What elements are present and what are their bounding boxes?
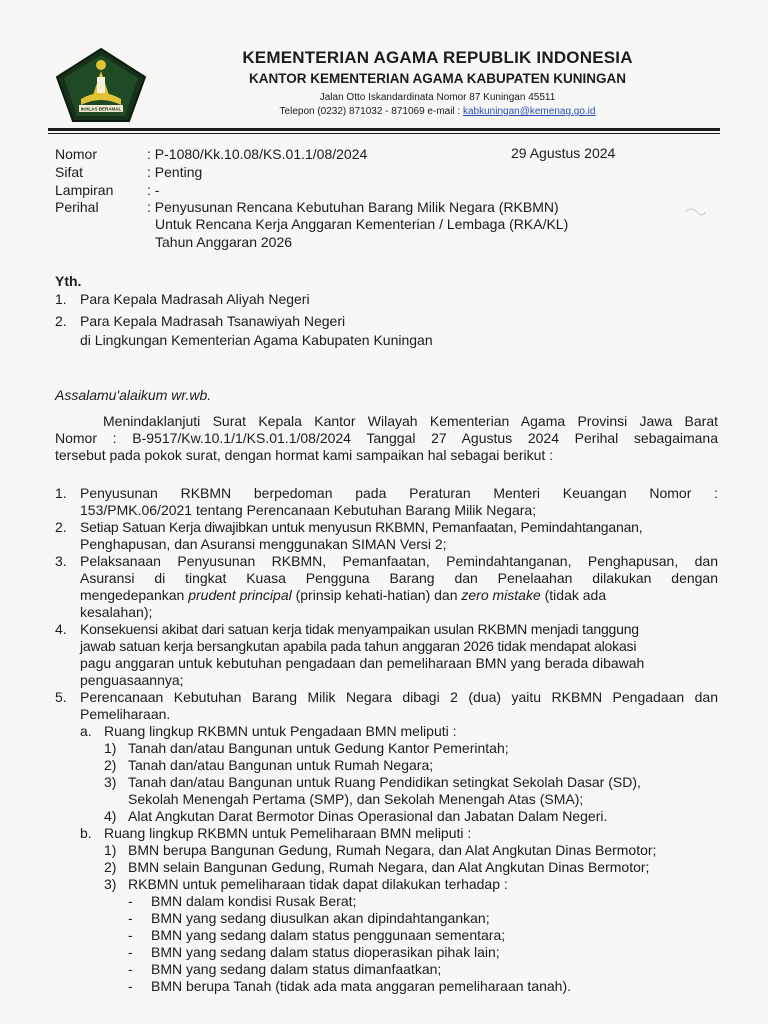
phone-text: Telepon (0232) 871032 - 871069 e-mail :: [279, 106, 463, 117]
subpoint-letter: a.: [80, 723, 92, 739]
meta-perihal-line3: Tahun Anggaran 2026: [155, 234, 293, 250]
point-line: kesalahan);: [80, 604, 153, 620]
exclusion-item: BMN yang sedang dalam status dioperasikan pihak lain;: [151, 944, 500, 960]
dash-bullet: -: [128, 961, 133, 977]
dash-bullet: -: [128, 910, 133, 926]
intro-line: Menindaklanjuti Surat Kepala Kantor Wilayah Kementerian Agama Provinsi Jawa Barat: [103, 413, 718, 429]
meta-sifat-label: Sifat: [55, 164, 84, 180]
recipient-item: Para Kepala Madrasah Tsanawiyah Negeri: [80, 313, 346, 329]
point-line: jawab satuan kerja bersangkutan apabila pada tahun anggaran 2026 tidak mendapat alokasi: [80, 638, 637, 654]
header-rule-thin: [48, 133, 720, 134]
dash-bullet: -: [128, 944, 133, 960]
point-line: Pemeliharaan.: [80, 706, 171, 722]
intro-line: tersebut pada pokok surat, dengan hormat kami sampaikan hal sebagai berikut :: [55, 447, 554, 463]
scope-num: 4): [104, 808, 117, 824]
logo-star: [96, 60, 106, 70]
scope-item: Tanah dan/atau Bangunan untuk Gedung Kantor Pemerintah;: [128, 740, 509, 756]
text-run-italic: zero mistake: [461, 587, 541, 603]
point-line: Pelaksanaan Penyusunan RKBMN, Pemanfaatan, Pemindahtanganan, Penghapusan, dan: [80, 553, 718, 569]
subpoint-title: Ruang lingkup RKBMN untuk Pemeliharaan BMN meliputi :: [104, 825, 472, 841]
meta-perihal-line1: : Penyusunan Rencana Kebutuhan Barang Milik Negara (RKBMN): [147, 199, 559, 215]
scope-item: Alat Angkutan Darat Bermotor Dinas Operasional dan Jabatan Dalam Negeri.: [128, 808, 608, 824]
ministry-title: KEMENTERIAN AGAMA REPUBLIK INDONESIA: [242, 48, 633, 67]
recipient-item: Para Kepala Madrasah Aliyah Negeri: [80, 291, 310, 307]
scope-item: RKBMN untuk pemeliharaan tidak dapat dilakukan terhadap :: [128, 876, 508, 892]
text-run: (prinsip kehati-hatian) dan: [291, 587, 462, 603]
dash-bullet: -: [128, 927, 133, 943]
meta-lampiran-label: Lampiran: [55, 182, 114, 198]
text-run-italic: prudent principal: [188, 587, 292, 603]
exclusion-item: BMN yang sedang diusulkan akan dipindahtangankan;: [151, 910, 490, 926]
meta-nomor-label: Nomor: [55, 146, 98, 162]
point-line: penguasaannya;: [80, 672, 184, 688]
meta-perihal-label: Perihal: [55, 199, 99, 215]
subpoint-letter: b.: [80, 825, 92, 841]
scope-num: 2): [104, 757, 117, 773]
recipient-num: 2.: [55, 313, 67, 329]
salutation: Yth.: [55, 273, 82, 289]
office-contact: [165, 106, 710, 117]
point-number: 5.: [55, 689, 67, 705]
scope-item: Tanah dan/atau Bangunan untuk Rumah Negara;: [128, 757, 434, 773]
dash-bullet: -: [128, 893, 133, 909]
exclusion-item: BMN berupa Tanah (tidak ada mata anggaran pemeliharaan tanah).: [151, 978, 572, 994]
faint-mark: [683, 204, 707, 220]
letter-date: 29 Agustus 2024: [511, 145, 616, 161]
intro-line: Nomor : B-9517/Kw.10.1/1/KS.01.1/08/2024 Tanggal 27 Agustus 2024 Perihal sebagaimana: [55, 430, 718, 446]
text-run: mengedepankan: [80, 587, 189, 603]
header-rule-thick: [48, 128, 720, 131]
meta-lampiran-value: : -: [147, 182, 160, 198]
dash-bullet: -: [128, 978, 133, 994]
point-number: 3.: [55, 553, 67, 569]
office-title: KANTOR KEMENTERIAN AGAMA KABUPATEN KUNINGAN: [249, 71, 626, 86]
scope-item: Tanah dan/atau Bangunan untuk Ruang Pendidikan setingkat Sekolah Dasar (SD),: [128, 774, 641, 790]
recipient-num: 1.: [55, 291, 67, 307]
point-line: Konsekuensi akibat dari satuan kerja tidak menyampaikan usulan RKBMN menjadi tanggung: [80, 621, 639, 637]
point-number: 2.: [55, 519, 67, 535]
ministry-logo: [55, 47, 147, 123]
office-address: Jalan Otto Iskandardinata Nomor 87 Kuningan 45511: [319, 92, 556, 103]
point-number: 1.: [55, 485, 67, 501]
email-link[interactable]: kabkuningan@kemenag.go.id: [463, 106, 596, 117]
scope-item: BMN berupa Bangunan Gedung, Rumah Negara, dan Alat Angkutan Dinas Bermotor;: [128, 842, 657, 858]
scope-num: 2): [104, 859, 117, 875]
point-line: Penyusunan RKBMN berpedoman pada Peraturan Menteri Keuangan Nomor :: [80, 485, 718, 501]
recipient-location: di Lingkungan Kementerian Agama Kabupaten Kuningan: [80, 332, 433, 348]
point-number: 4.: [55, 621, 67, 637]
exclusion-item: BMN yang sedang dalam status penggunaan sementara;: [151, 927, 506, 943]
point-line: Setiap Satuan Kerja diwajibkan untuk menyusun RKBMN, Pemanfaatan, Pemindahtanganan,: [80, 519, 643, 535]
point-line: Penghapusan, dan Asuransi menggunakan SIMAN Versi 2;: [80, 536, 447, 552]
subpoint-title: Ruang lingkup RKBMN untuk Pengadaan BMN meliputi :: [104, 723, 457, 739]
scope-num: 3): [104, 774, 117, 790]
scope-num: 1): [104, 842, 117, 858]
text-run: (tidak ada: [540, 587, 607, 603]
exclusion-item: BMN dalam kondisi Rusak Berat;: [151, 893, 357, 909]
point-line: Asuransi di tingkat Kuasa Pengguna Barang dan Penelaahan dilakukan dengan: [80, 570, 718, 586]
point-line: pagu anggaran untuk kebutuhan pengadaan dan pemeliharaan BMN yang berada dibawah: [80, 655, 645, 671]
meta-nomor-value: : P-1080/Kk.10.08/KS.01.1/08/2024: [147, 146, 368, 162]
meta-perihal-line2: Untuk Rencana Kerja Anggaran Kementerian / Lembaga (RKA/KL): [155, 216, 569, 232]
scope-item-continued: Sekolah Menengah Pertama (SMP), dan Sekolah Menengah Atas (SMA);: [128, 791, 584, 807]
point-line: Perencanaan Kebutuhan Barang Milik Negara dibagi 2 (dua) yaitu RKBMN Pengadaan dan: [80, 689, 718, 705]
point-line-mixed: [80, 587, 606, 604]
scope-item: BMN selain Bangunan Gedung, Rumah Negara, dan Alat Angkutan Dinas Bermotor;: [128, 859, 650, 875]
logo-caption: IKHLAS BERAMAL: [80, 106, 122, 112]
scope-num: 1): [104, 740, 117, 756]
meta-sifat-value: : Penting: [147, 164, 203, 180]
exclusion-item: BMN yang sedang dalam status dimanfaatkan;: [151, 961, 442, 977]
greeting: Assalamu'alaikum wr.wb.: [55, 387, 212, 403]
point-line: 153/PMK.06/2021 tentang Perencanaan Kebutuhan Barang Milik Negara;: [80, 502, 537, 518]
scope-num: 3): [104, 876, 117, 892]
